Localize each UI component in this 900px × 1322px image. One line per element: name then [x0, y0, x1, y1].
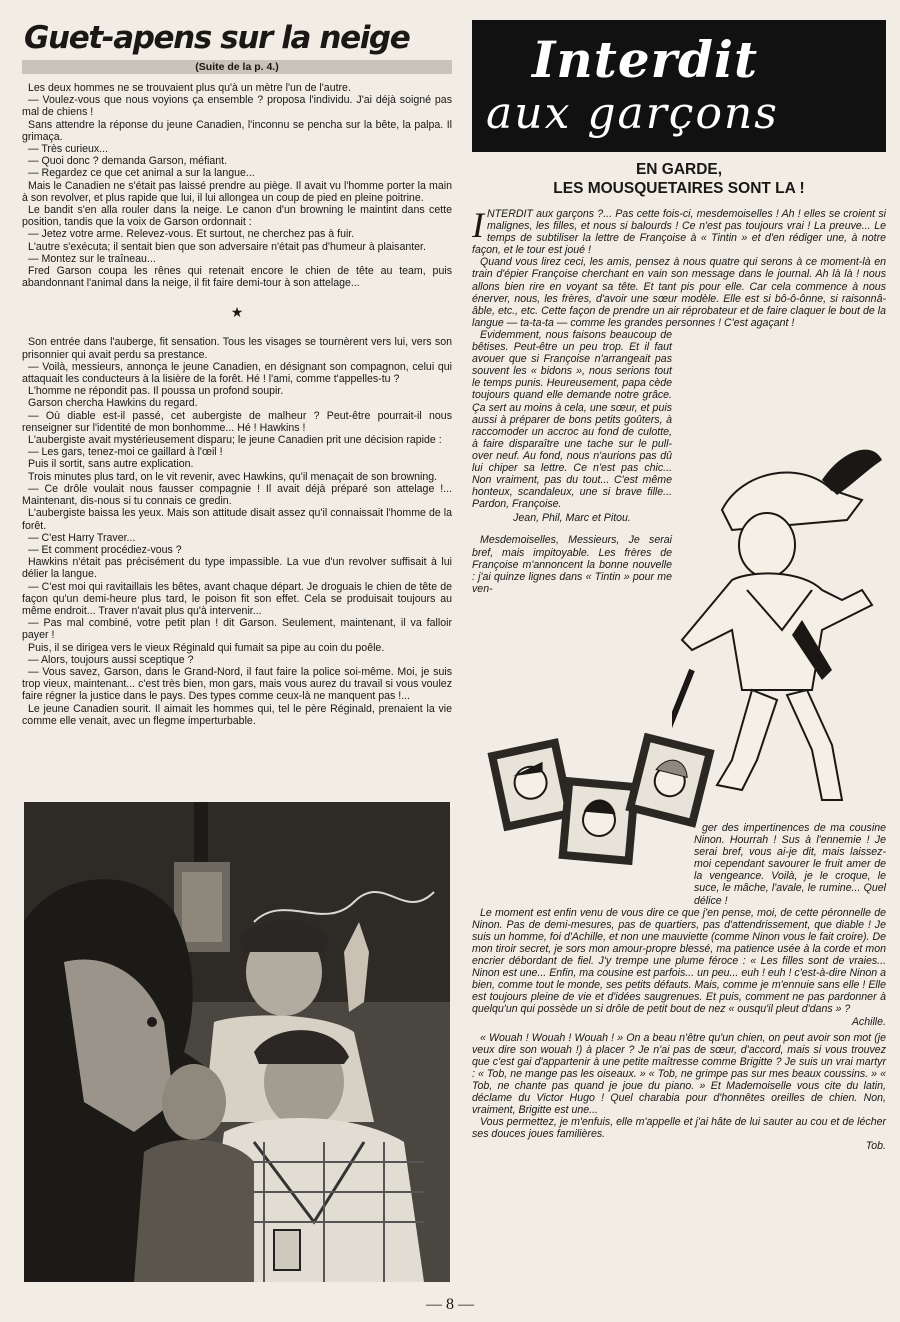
paragraph: Puis, il se dirigea vers le vieux Réginald qui fumait sa pipe au coin du poêle.	[28, 641, 385, 654]
paragraph: — Jetez votre arme. Relevez-vous. Et surtout, ne cherchez pas à fuir.	[28, 228, 355, 241]
page-number: — 8 —	[426, 1296, 474, 1313]
paragraph: — C'est moi qui ravitaillais les bêtes, avant chaque départ. Je droguais le chien de tête de façon qu'un demi-heure plus tard, le poison fit son effet. Cela se produisait toujours au même endroit... Traver n'avait plus qu'à intervenir...	[22, 580, 452, 617]
paragraph: — Montez sur le traîneau...	[28, 252, 156, 265]
continued-note: (Suite de la p. 4.)	[22, 60, 452, 74]
inn-scene-illustration	[24, 802, 450, 1282]
story-column	[22, 18, 452, 727]
section-break-star: ★	[230, 306, 244, 322]
banner-title-line-2: aux garçons	[486, 88, 779, 139]
paragraph: NTERDIT aux garçons ?... Pas cette fois-ci, mesdemoiselles ! Ah ! elles se croient si malignes, les filles, et nous si balourds ! Ce n'est pas toujours vrai ! La preuve... Le temps de subtiliser la lettre de Françoise à « Tintin » et d'en rédiger une, à notre façon, et le tour est joué !	[472, 208, 886, 257]
paragraph: Le moment est enfin venu de vous dire ce que j'en pense, moi, de cette péronnelle de Ninon. Pas de demi-mesures, pas de quartiers, pas d'attendrissement, que diable ! Je suis un homme, foi d'Achille, et non une mauviette (comme Ninon vous le fait croire). De mon tiroir secret, je sors mon amour-propre blessé, ma patience usée à la corde et mon encrier débordant de fiel. J'y trempe une plume féroce : « Les filles sont de vraies... Ninon est une... Enfin, ma cousine est parfois... un peu... euh ! euh ! c'est-à-dire Ninon a bien, comme tout le monde, ses petits défauts. Mais, comme je m'ennuie sans elle ! Elle est toujours pleine de vie et d'idées saugrenues. Et puis, comment ne pas pardonner à quelqu'un qui possède un si drôle de petit bout de nez « ousqu'il pleut d'dans » ?	[472, 906, 886, 1016]
paragraph: Quand vous lirez ceci, les amis, pensez à nous quatre qui serons à ce moment-là en train d'épier Françoise cherchant en vain son message dans le journal. Ah là là ! nous allons bien rire en voyant sa tête. Et tant pis pour elle. Car cela commence à nous énerver, nous, les frères, d'avoir une sœur modèle. Elle est si bô-ô-ônne, si raisonnâ-âble, etc., etc. Cette façon de prendre un air réprobateur et de faire claquer le bout de la langue — ta-ta-ta — comme les grandes personnes ! C'est agaçant !	[472, 256, 886, 329]
paragraph: Evidemment, nous faisons beaucoup de bêtises. Peut-être un peu trop. Et il faut avouer que si Françoise n'arrangeait pas souvent les « bidons », nous serions tout le temps punis. Heureusement, papa cède toujours quand elle demande notre grâce. Ça sert au moins à cela, une sœur, et puis aussi à préparer de bons petits goûters, à raccomoder un accroc au fond de culotte, à faire disparaître une tache sur le pull-over neuf. Au fond, nous n'aurions pas dû lui chiper sa lettre. Ce n'est pas chic... Non vraiment, pas du tout... C'est même honteux, scandaleux, une si brave fille... Pardon, Françoise.	[472, 328, 672, 511]
paragraph: Le jeune Canadien sourit. Il aimait les hommes qui, tel le père Réginald, prenaient la vie comme elle venait, avec un flegme imperturbable.	[22, 702, 452, 727]
paragraph: — Quoi donc ? demanda Garson, méfiant.	[28, 155, 228, 168]
paragraph: — Très curieux...	[28, 143, 109, 156]
paragraph: L'homme ne répondit pas. Il poussa un profond soupir.	[28, 385, 284, 398]
story-text-part-2	[22, 336, 452, 727]
column-banner	[472, 20, 886, 152]
paragraph: Sans attendre la réponse du jeune Canadien, l'inconnu se pencha sur la bête, la palpa. Il grimaça.	[22, 118, 452, 143]
paragraph: Son entrée dans l'auberge, fit sensation. Tous les visages se tournèrent vers lui, vers son prisonnier qui avait perdu sa prestance.	[22, 336, 452, 361]
paragraph: — Les gars, tenez-moi ce gaillard à l'œil !	[28, 446, 223, 459]
headline-line-2: LES MOUSQUETAIRES SONT LA !	[553, 180, 805, 197]
paragraph: ger des impertinences de ma cousine Ninon. Hourrah ! Sus à l'ennemie ! Je serai bref, vous ai-je dit, mais laissez-moi cependant savourer le fruit amer de la vengeance. Voilà, je le croque, le suce, le mâche, l'avale, le rumine... Quel délice !	[694, 822, 886, 907]
letters-achille-tob	[472, 822, 886, 1157]
headline	[472, 160, 886, 198]
paragraph: — Regardez ce que cet animal a sur la langue...	[28, 167, 255, 180]
drop-cap: I	[472, 205, 484, 245]
banner-title-line-1: Interdit	[532, 30, 759, 89]
paragraph: Les deux hommes ne se trouvaient plus qu'à un mètre l'un de l'autre.	[28, 82, 351, 94]
paragraph: — Pas mal combiné, votre petit plan ! dit Garson. Seulement, maintenant, il va falloir payer !	[22, 617, 452, 642]
paragraph: « Wouah ! Wouah ! Wouah ! » On a beau n'être qu'un chien, on peut avoir son mot (je veux dire son wouah !) à placer ? Je n'ai pas de sœur, d'accord, mais si vous trouvez que c'est gai d'appartenir à une petite maîtresse comme Brigitte ? Je suis un vrai martyr : « Tob, ne mange pas les oiseaux. » « Tob, ne grimpe pas sur mes beaux coussins. » « Tob, ne chante pas quand je joue du piano. » Et Mademoiselle vous cite du latin, déclame du Victor Hugo ! Quel charabia pour d'honnêtes oreilles de chien. Non, vraiment, Brigitte est une...	[472, 1031, 886, 1117]
paragraph: Mais le Canadien ne s'était pas laissé prendre au piège. Il avait vu l'homme porter la main à son revolver, et plus rapide que lui, il lui allongea un coup de pied en pleine poitrine.	[22, 179, 452, 204]
paragraph: Garson chercha Hawkins du regard.	[28, 397, 198, 410]
paragraph: Fred Garson coupa les rênes qui retenait encore le chien de tête au team, puis abandonnant l'animal dans la neige, il fit faire demi-tour à son attelage...	[22, 265, 452, 290]
story-title: Guet-apens sur la neige	[24, 20, 410, 56]
paragraph: Mesdemoiselles, Messieurs, Je serai bref, mais impitoyable. Les frères de Françoise m'annoncent la bonne nouvelle : j'ai quinze lignes dans « Tintin » pour me ven-	[472, 534, 672, 595]
paragraph: Vous permettez, je m'enfuis, elle m'appelle et j'ai hâte de lui sauter au cou et de lécher ses douces joues familières.	[472, 1116, 886, 1141]
paragraph: — Voulez-vous que nous voyions ça ensemble ? proposa l'individu. J'ai déjà soigné pas mal de chiens !	[22, 94, 452, 119]
paragraph: — Ce drôle voulait nous fausser compagnie ! Il avait déjà préparé son attelage !... Maintenant, dis-nous si tu connais ce gredin.	[22, 482, 452, 508]
paragraph: — Voilà, messieurs, annonça le jeune Canadien, en désignant son compagnon, celui qui attaquait les conducteurs à la lisière de la forêt. Hé ! l'ami, comme t'appelles-tu ?	[22, 360, 452, 386]
paragraph: — Vous savez, Garson, dans le Grand-Nord, il faut faire la police soi-même. Moi, je suis trop vieux, maintenant... c'est très bien, mon gars, mais vous aurez du travail si vous voulez faire régner la justice dans le pays. Des types comme ceux-là ne manquent pas !...	[22, 665, 452, 703]
paragraph: — Où diable est-il passé, cet aubergiste de malheur ? Peut-être pourrait-il nous renseigner sur l'identité de mon bonhomme... Hé ! Hawkins !	[22, 409, 452, 434]
signature-tob: Tob.	[865, 1140, 886, 1153]
paragraph: — Alors, toujours aussi sceptique ?	[28, 653, 194, 666]
paragraph: Puis il sortit, sans autre explication.	[28, 458, 194, 471]
story-text-part-1	[22, 82, 452, 289]
paragraph: — C'est Harry Traver...	[28, 531, 136, 544]
signature-brothers: Jean, Phil, Marc et Pitou.	[513, 512, 631, 525]
paragraph: L'aubergiste baissa les yeux. Mais son attitude disait assez qu'il connaissait l'homme de la forêt.	[22, 507, 452, 532]
signature-achille: Achille.	[851, 1015, 886, 1028]
paragraph: — Et comment procédiez-vous ?	[28, 543, 182, 556]
paragraph: Le bandit s'en alla rouler dans la neige. Le canon d'un browning le maintint dans cette position, tandis que la voix de Garson ordonnait :	[22, 204, 452, 229]
paragraph: Trois minutes plus tard, on le vit revenir, avec Hawkins, qu'il menaçait de son browning.	[28, 470, 438, 483]
paragraph: Hawkins n'était pas précisément du type impassible. La vue d'un revolver suffisait à lui délier la langue.	[22, 556, 452, 581]
paragraph: L'autre s'exécuta; il sentait bien que son adversaire n'était pas d'humeur à plaisanter.	[28, 240, 426, 253]
paragraph: L'aubergiste avait mystérieusement disparu; le jeune Canadien prit une décision rapide :	[28, 434, 442, 447]
headline-line-1: EN GARDE,	[635, 161, 723, 178]
